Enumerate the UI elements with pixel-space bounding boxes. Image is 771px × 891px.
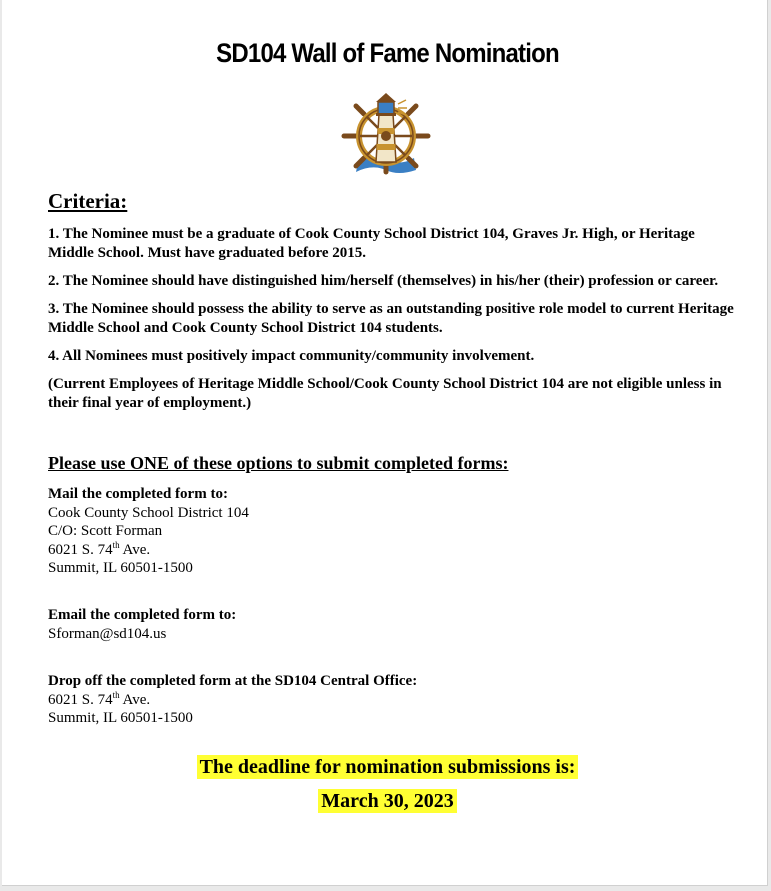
- criteria-item-3: 3. The Nominee should possess the ability to serve as an outstanding positive role model to current Heritage Middle School and Cook County School District 104 students.: [48, 301, 734, 336]
- email-label: Email the completed form to:: [48, 607, 237, 623]
- mail-label: Mail the completed form to:: [48, 486, 228, 502]
- criteria-list: [48, 225, 738, 413]
- dropoff-street-prefix: 6021 S. 74: [48, 691, 113, 708]
- email-address[interactable]: Sforman@sd104.us: [48, 625, 167, 642]
- mail-street-ordinal: th: [112, 539, 120, 550]
- page-title: SD104 Wall of Fame Nomination: [216, 38, 559, 69]
- mail-option: [48, 485, 249, 578]
- dropoff-street-suffix: Ave.: [119, 691, 151, 708]
- eligibility-note: (Current Employees of Heritage Middle School/Cook County School District 104 are not eligible unless in their final year of employment.): [48, 376, 722, 411]
- dropoff-label: Drop off the completed form at the SD104 Central Office:: [48, 673, 418, 689]
- mail-street-prefix: 6021 S. 74: [48, 541, 113, 558]
- deadline-date: March 30, 2023: [318, 789, 456, 813]
- document-page: [2, 0, 768, 886]
- mail-city: Summit, IL 60501-1500: [48, 560, 193, 576]
- deadline-label: The deadline for nomination submissions is:: [197, 755, 579, 779]
- dropoff-city: Summit, IL 60501-1500: [48, 710, 193, 726]
- mail-street-suffix: Ave.: [119, 541, 151, 558]
- mail-line-attention: C/O: Scott Forman: [48, 523, 163, 539]
- options-heading: Please use ONE of these options to submit completed forms:: [48, 453, 509, 473]
- dropoff-street-address: [48, 691, 417, 710]
- criteria-item-1: 1. The Nominee must be a graduate of Cook County School District 104, Graves Jr. High, or Heritage Middle School. Must have graduated before 2015.: [48, 226, 695, 261]
- email-option: [48, 606, 236, 643]
- criteria-item-2: 2. The Nominee should have distinguished him/herself (themselves) in his/her (their) profession or career.: [48, 273, 719, 289]
- deadline-label-line: [2, 756, 768, 779]
- mail-street-address: [48, 541, 249, 560]
- lighthouse-ship-wheel-logo-icon: [336, 84, 436, 184]
- dropoff-street-ordinal: th: [112, 689, 120, 700]
- deadline-date-line: [2, 790, 768, 813]
- criteria-heading: Criteria:: [48, 189, 128, 213]
- dropoff-option: [48, 672, 417, 728]
- mail-line-district: Cook County School District 104: [48, 504, 249, 521]
- criteria-item-4: 4. All Nominees must positively impact community/community involvement.: [48, 348, 535, 364]
